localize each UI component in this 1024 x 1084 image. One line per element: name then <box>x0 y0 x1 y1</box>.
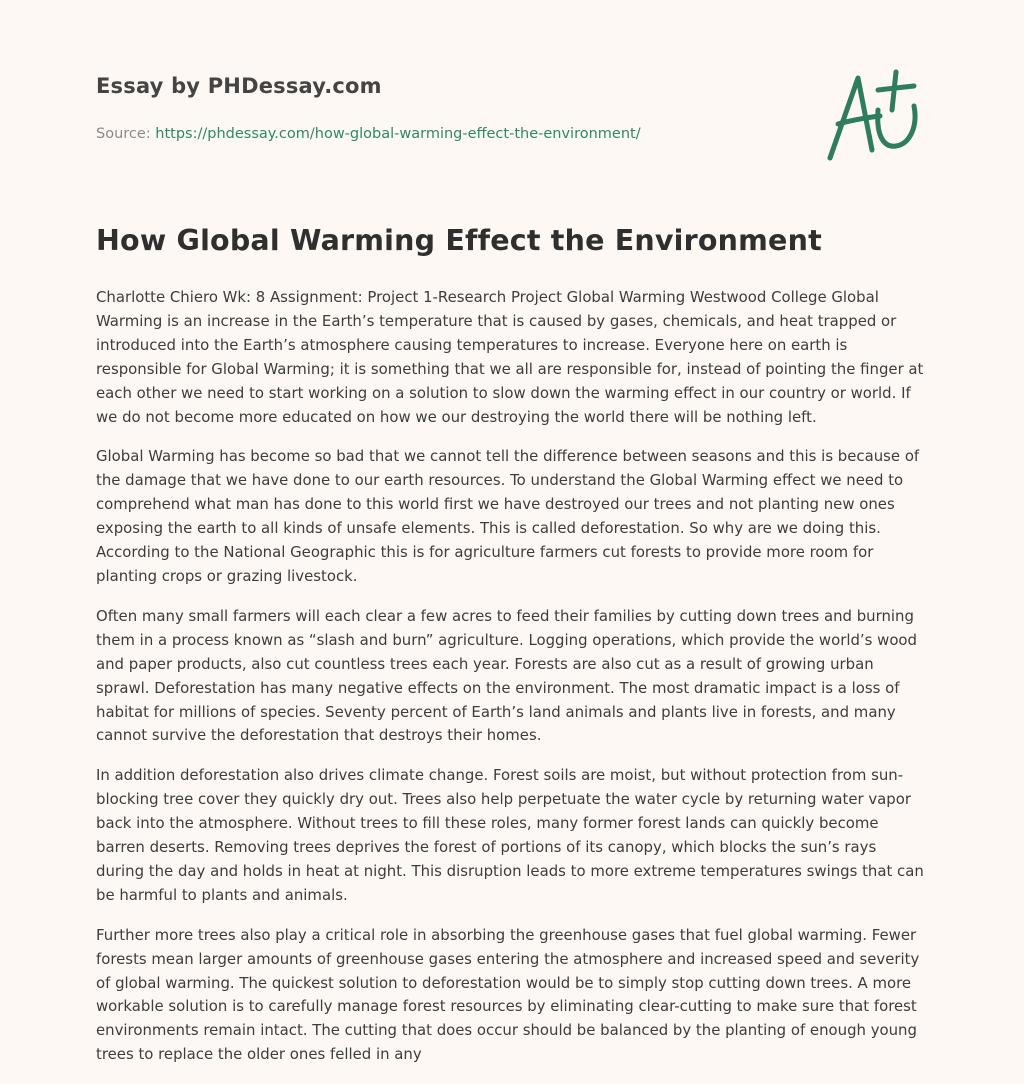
source-line <box>96 126 796 142</box>
essay-title: How Global Warming Effect the Environment <box>96 224 822 257</box>
source-label: Source: <box>96 126 151 142</box>
page-header <box>96 74 796 142</box>
essay-paragraph: Global Warming has become so bad that we cannot tell the difference between seasons and this is because of the damage that we have done to our earth resources. To understand the Global Warming effect we need to comprehend what man has done to this world first we have destroyed our trees and not planting new ones exposing the earth to all kinds of unsafe elements. This is called deforestation. So why are we doing this. According to the National Geographic this is for agriculture farmers cut forests to provide more room for planting crops or grazing livestock. <box>96 447 920 585</box>
essay-paragraph: In addition deforestation also drives climate change. Forest soils are moist, but without protection from sun-blocking tree cover they quickly dry out. Trees also help perpetuate the water cycle by returning water vapor back into the atmosphere. Without trees to fill these roles, many former forest lands can quickly become barren deserts. Removing trees deprives the forest of portions of its canopy, which blocks the sun’s rays during the day and holds in heat at night. This disruption leads to more extreme temperatures swings that can be harmful to plants and animals. <box>96 766 924 904</box>
essay-paragraph: Often many small farmers will each clear a few acres to feed their families by cutting down trees and burning them in a process known as “slash and burn” agriculture. Logging operations, which provide the world’s wood and paper products, also cut countless trees each year. Forests are also cut as a result of growing urban sprawl. Deforestation has many negative effects on the environment. The most dramatic impact is a loss of habitat for millions of species. Seventy percent of Earth’s land animals and plants live in forests, and many cannot survive the deforestation that destroys their homes. <box>96 606 917 745</box>
a-plus-logo-icon <box>820 66 930 166</box>
essay-paragraph: Charlotte Chiero Wk: 8 Assignment: Project 1-Research Project Global Warming Westwood College Global Warming is an increase in the Earth’s temperature that is caused by gases, chemicals, and heat trapped or introduced into the Earth’s atmosphere causing temperatures to increase. Everyone here on earth is responsible for Global Warming; it is something that we all are responsible for, instead of pointing the finger at each other we need to start working on a solution to slow down the warming effect in our country or world. If we do not become more educated on how we our destroying the world there will be nothing left. <box>96 288 924 426</box>
essay-body <box>96 286 928 1083</box>
site-brand: Essay by PHDessay.com <box>96 74 382 98</box>
source-link[interactable]: https://phdessay.com/how-global-warming-effect-the-environment/ <box>155 126 641 142</box>
essay-paragraph: Further more trees also play a critical role in absorbing the greenhouse gases that fuel global warming. Fewer forests mean larger amounts of greenhouse gases entering the atmosphere and increased speed and severity of global warming. The quickest solution to deforestation would be to simply stop cutting down trees. A more workable solution is to carefully manage forest resources by eliminating clear-cutting to make sure that forest environments remain intact. The cutting that does occur should be balanced by the planting of enough young trees to replace the older ones felled in any <box>96 925 920 1064</box>
